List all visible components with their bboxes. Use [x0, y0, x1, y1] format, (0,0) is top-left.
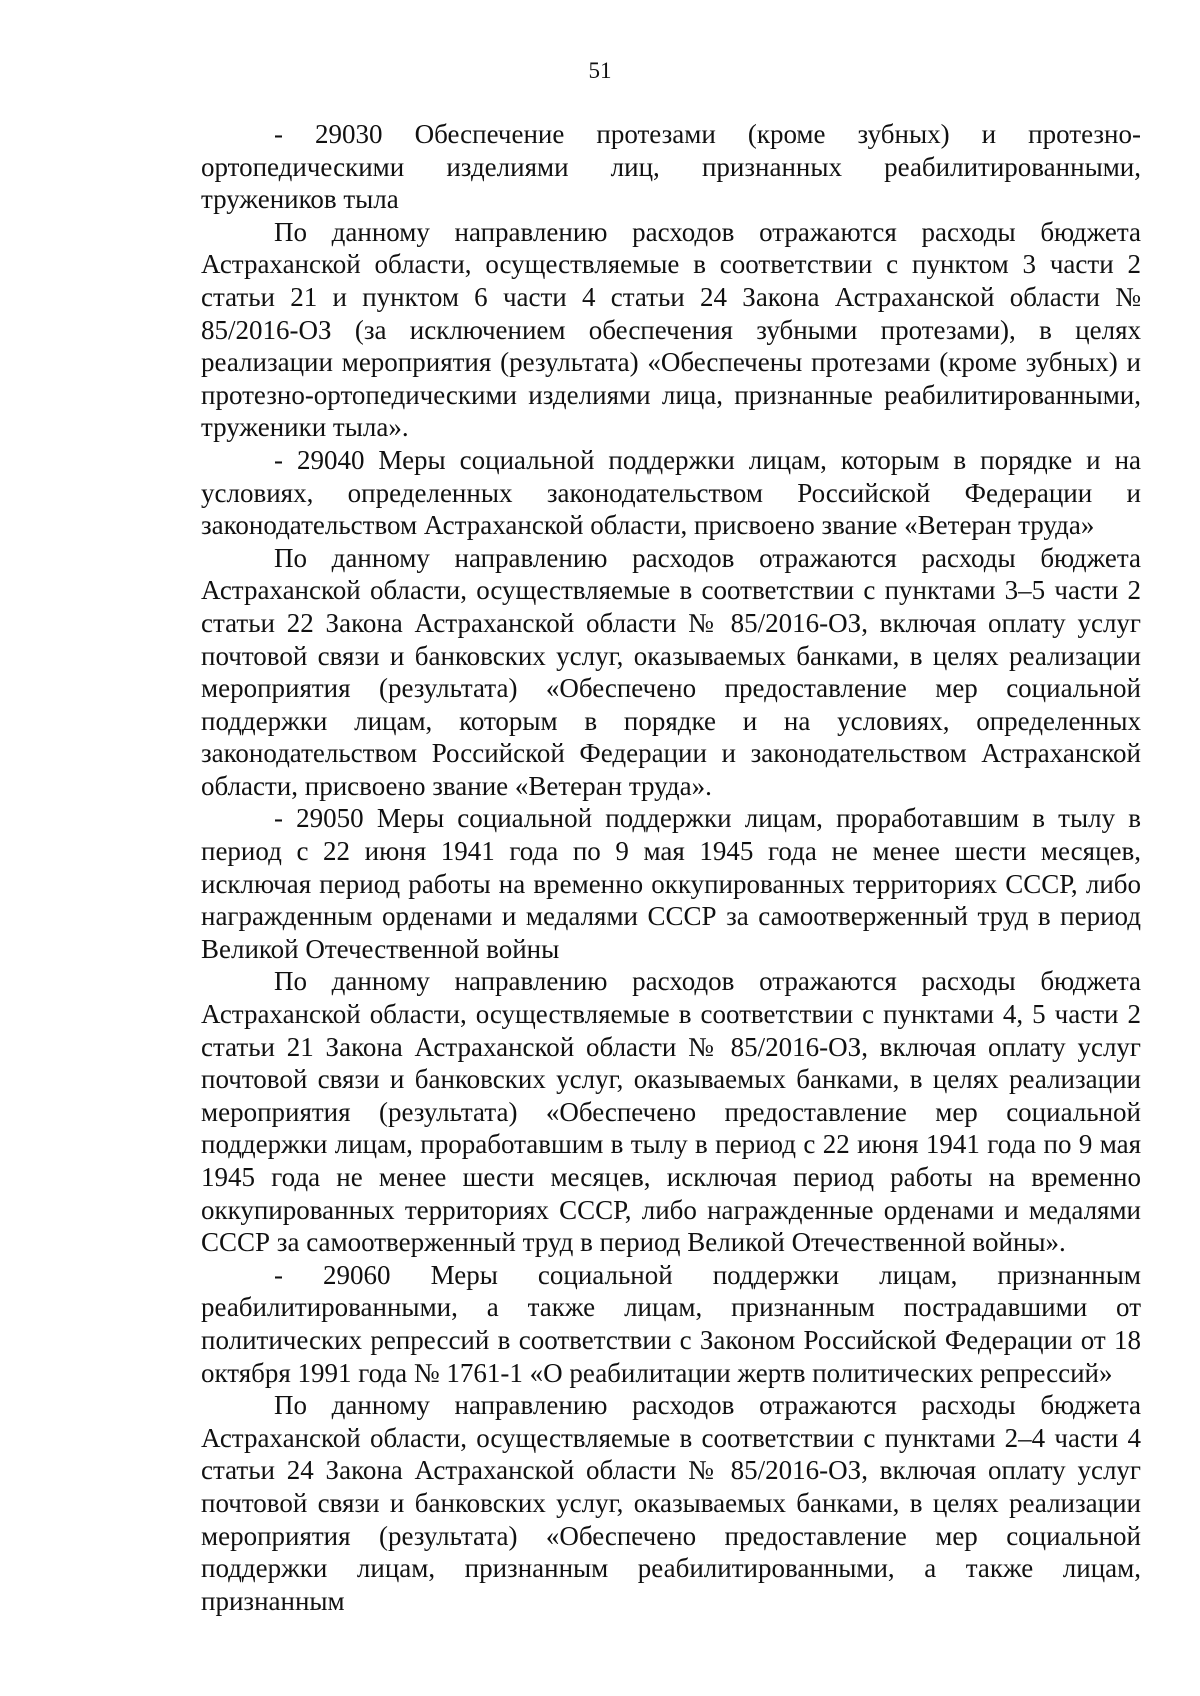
- paragraph-29050-description: По данному направлению расходов отражаются расходы бюджета Астраханской области, осуществляемые в соответствии с пунктами 4, 5 части 2 статьи 21 Закона Астраханской области № 85/2016-ОЗ, включая оплату услуг почтовой связи и банковских услуг, оказываемых банками, в целях реализации мероприятия (результата) «Обеспечено предоставление мер социальной поддержки лицам, проработавшим в тылу в период с 22 июня 1941 года по 9 мая 1945 года не менее шести месяцев, исключая период работы на временно оккупированных территориях СССР, либо награжденные орденами и медалями СССР за самоотверженный труд в период Великой Отечественной войны».: [201, 966, 1141, 1258]
- paragraph-29060-heading: - 29060 Меры социальной поддержки лицам, признанным реабилитированными, а также лицам, признанным пострадавшими от политических репрессий в соответствии с Законом Российской Федерации от 18 октября 1991 года № 1761-1 «О реабилитации жертв политических репрессий»: [201, 1259, 1141, 1388]
- paragraph-29040-description: По данному направлению расходов отражаются расходы бюджета Астраханской области, осуществляемые в соответствии с пунктами 3–5 части 2 статьи 22 Закона Астраханской области № 85/2016-ОЗ, включая оплату услуг почтовой связи и банковских услуг, оказываемых банками, в целях реализации мероприятия (результата) «Обеспечено предоставление мер социальной поддержки лицам, которым в порядке и на условиях, определенных законодательством Российской Федерации и законодательством Астраханской области, присвоено звание «Ветеран труда».: [201, 542, 1141, 801]
- page-number: 51: [588, 58, 612, 83]
- paragraph-29030-description: По данному направлению расходов отражаются расходы бюджета Астраханской области, осуществляемые в соответствии с пунктом 3 части 2 статьи 21 и пунктом 6 части 4 статьи 24 Закона Астраханской области № 85/2016-ОЗ (за исключением обеспечения зубными протезами), в целях реализации мероприятия (результата) «Обеспечены протезами (кроме зубных) и протезно-ортопедическими изделиями лица, признанные реабилитированными, труженики тыла».: [201, 216, 1141, 443]
- paragraph-29060-description: По данному направлению расходов отражаются расходы бюджета Астраханской области, осуществляемые в соответствии с пунктами 2–4 части 4 статьи 24 Закона Астраханской области № 85/2016-ОЗ, включая оплату услуг почтовой связи и банковских услуг, оказываемых банками, в целях реализации мероприятия (результата) «Обеспечено предоставление мер социальной поддержки лицам, признанным реабилитированными, а также лицам, признанным: [201, 1390, 1141, 1616]
- paragraph-29040-heading: - 29040 Меры социальной поддержки лицам, которым в порядке и на условиях, определенных законодательством Российской Федерации и законодательством Астраханской области, присвоено звание «Ветеран труда»: [201, 444, 1141, 541]
- paragraph-29050-heading: - 29050 Меры социальной поддержки лицам, проработавшим в тылу в период с 22 июня 1941 года по 9 мая 1945 года не менее шести месяцев, исключая период работы на временно оккупированных территориях СССР, либо награжденным орденами и медалями СССР за самоотверженный труд в период Великой Отечественной войны: [201, 803, 1141, 964]
- document-body: [201, 118, 1141, 1617]
- paragraph-29030-heading: - 29030 Обеспечение протезами (кроме зубных) и протезно-ортопедическими изделиями лиц, признанных реабилитированными, тружеников тыла: [201, 119, 1141, 215]
